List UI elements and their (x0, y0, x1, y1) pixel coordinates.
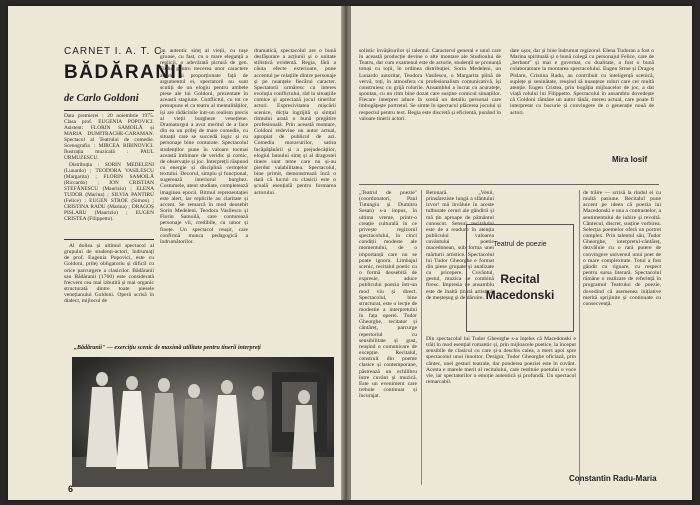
recital-title-box (466, 224, 574, 332)
book-gutter (341, 6, 351, 500)
intro-text (64, 243, 154, 338)
review-2-column-1-paragraph: „Teatrul de poezie" (coordonatori, Paul Tutungiu și Dumitru Sesan) s-a impus, în ultima vreme, printr-o creație culturală în ce privește regizorul spectacolului, în cinci condiții modeste ale momentului, de o importanță care nu se poate ignora. Limbajul scenic, recitalul poetic cu o formă deosebită de expresie, aduce publicului poezia într-un mod viu și direct. Spectacolul, bine structurat, este o lecție de modestie a interpretului în fața operei. Tudor Gheorghe, recitator și cântăreț, parcurge repertoriul cu sensibilitate și gust, reușind o comunicare de excepție. Recitalul, construit din poeme clasice și contemporane, păstrează un echilibru între cuvânt și muzică. Este un eveniment care trebuie continuat și încurajat. (359, 190, 417, 400)
review-2-column-2-paragraph: Betonară. „Venii, prinsăreziste lungă a sfântului izvor! mă învăluie în aceste tulburate ceruri ale gândirii și mă țin aproape de pământul cunoscut. Sensul recitalului este de a readuce în atenția publicului valoarea cuvântului poetic macedonean, sub forma unei mărturii artistice. Spectacolul lui Tudor Gheorghe e format din piese grupate și analizate cu pricepere. Cuvântul, gestul, muzica se combină firesc. Impresia de ansamblu este de înaltă ținută artistică, de meșteșug și de dăruire. (426, 190, 494, 301)
review-2-column-4-paragraph: de trăire — scrisă la rîndul ei cu multă pasiune. Recitalul pune accent pe ideea că poezia lui Macedonski e una a contrastelor, a sentimentului de iubire și revoltă. Cântecul, discret, susține vorbirea. Selecția poemelor oferă un portret complex. Prin talentul său, Tudor Gheorghe, interpretul-cântăreț, dezvăluie cu o rară putere de convingere universul unui poet de o mare complexitate. Totul a fost gândit cu rigoare, cu respect pentru sursa literară. Spectacolul rămâne o realizare de referință în programul Teatrului de poezie, dovedind că asemenea inițiative merită sprijinite și continuate cu consecvență. (583, 190, 661, 307)
title-rule (64, 110, 154, 111)
photo-caption: „Bădăranii" — exercițiu scenic de maximă utilitate pentru tinerii interpreți (74, 345, 261, 351)
box-title-line-1: Recital (500, 272, 540, 286)
signature-mira-iosif: Mira Iosif (612, 155, 648, 164)
intro-paragraph: Al doilea și ultimul spectacol al grupului de studenți-actori, îndrumați de prof. Eugenia Popovici, este cu Goldoni, prilej obligatoriu și dificil cu orice parcurgere a clasicilor. Bădăranii sau Bădăranii (1760) este considerată frecvent cea mai izbutită și mai organic structurată dintre toate piesele venețianului Goldoni. Operă scrisă în dialect, mijlocul de (64, 243, 154, 305)
page-number: 6 (68, 484, 74, 494)
stage-photo (72, 357, 334, 487)
credits-premiere: Data premierei : 20 noiembrie 1975. Clasa prof. EUGENIA POPOVICI. Asistent: FLORIN SAMOILĂ și MARIA DUMITRACHE-CARAMAN. Spectacol al Teatrului de comedie. Scenografia : MIRCEA RIBINOVICI. Ilustrația muzicală : PAUL URMUZESCU. (64, 113, 154, 161)
article-author: de Carlo Goldoni (64, 93, 139, 104)
column-divider (421, 190, 422, 485)
section-kicker: CARNET I. A. T. C. (64, 46, 167, 57)
left-page (8, 6, 341, 500)
column-3-paragraph: dramatică, spectacolul are o bună desfășurare a acțiunii și o unitate stilistică evidentă. Regia, fără a căuta efecte exterioare, pune accentul pe relațiile dintre personaje și pe nuanțele fiecărui caracter. Spectatorii urmăresc cu interes evoluția conflictului, râd la situațiile comice și apreciază jocul tinerilor actori. Expresivitatea mișcării scenice, dicția îngrijită și simțul ritmului arată o bună pregătire profesională. Prin această montare, Goldoni redevine un autor actual, apropiat de publicul de azi. Comedia moravurilor, satira încăpățânării și a prejudecăților, elogiul bunului simț și al dragostei tinere sunt teme care nu și-au pierdut valabilitatea. Spectacolul, bine primit, demonstrează încă o dată că lucrul cu clasicii este o școală esențială pentru formarea actorului. (254, 48, 336, 196)
review-2-under-box (426, 336, 576, 486)
section-rule (359, 184, 659, 185)
credits-block (64, 113, 154, 238)
column-divider-2 (579, 190, 580, 485)
stage-photo-graphic (72, 357, 334, 487)
box-title-line-2: Macedonski (485, 288, 555, 302)
signature-constantin-radu-maria: Constantin Radu-Maria (569, 474, 657, 483)
review-2-column-1 (359, 190, 417, 485)
box-title (467, 271, 573, 303)
box-kicker: Teatrul de poezie (493, 241, 547, 248)
column-3-text (254, 48, 336, 338)
article-title: BĂDĂRANII (64, 62, 185, 83)
review-2-column-2 (426, 190, 494, 301)
right-page (351, 6, 692, 500)
column-2-text (160, 48, 248, 338)
review-2-column-4 (583, 190, 661, 460)
credits-rule (64, 239, 154, 240)
credits-cast: Distribuția : SORIN MEDELENI (Lunardo) ; TEODORA VASILESCU (Margarita) ; FLORIN SAMOILĂ (Riccardo) ; ION CRISTIAN STEFĂNESCU (Maurizio) ; ELENA TUDOR (Marina) ; SILVIA PANTIRU (Felice) ; EUGEN STROE (Simon) ; CRISTINA RADU (Marina) ; DRAGOȘ PISLARU (Maurizio) ; EUGEN CRISTEA (Filippetto). (64, 162, 154, 223)
review-2-under-box-paragraph: Din spectacolul lui Tudor Gheorghe s-a înțeles că Macedonski e trăit în mod esențial romantic și, prin mijloacele poetice, la început sensibile de clasicul cu care și-a deschis calea, a mers apoi spre spectacolul unui înnoitor. Desigur, Tudor Gheorghe oficiază, prin cântec, unei gesturi teatrale, dar ponderea poeziei este în cuvânt. Acesta e marele merit al recitalului, care restituie poetului o voce vie, iar spectatorilor o emoție autentică și profundă. Un spectacol remarcabil. (426, 336, 576, 386)
review-1-column-1-paragraph: solistic învățăturilor și talentul. Caracterul general e unul care în această producție devine o alte montare ale Studioului de Teatru, dar cum examenul este de actorie, studenții se pronunță totuși cu toții, în ordinea distribuției. Sorin Medeleni, un Lunardo autoritar, Teodora Vasilescu, o Margarita plină de vervă, toți, în atmosfera cu profesionalism comunicativă, își construiesc cu grijă rolurile. Ansamblul a lucrat cu acuratețe, spontan, cu un ritm bine dozat care susține comicul situațiilor. Fiecare interpret aduce în scenă un detaliu personal care îmbogățește portretul. Se simte în spectacol plăcerea jocului și respectul pentru text. Regia este discretă și eficientă, punând în valoare tinerii actori. (359, 48, 501, 122)
column-2-paragraph: un autentic simț al vieții, cu tușe groase, cu fast, cu o mare eleganță a replicii, o adevărată pictură de gen. Fiului pentru trecerea unor caractere atente și proporționate față de argumentul ei, spectatorii nu sunt scutiți de un elogiu pentru ambele piese ale lui Goldoni, prezentate în această stagiune. Conflictul, cu tot ce presupune el ca teatru al mentalităților, își are rădăcinile într-un realism precis al vieții burgheze venețiene. Dramaturgul a avut meritul de a face din ea un prilej de mare comedie, cu situații care se succedă logic și cu personaje bine conturate. Spectacolul studenților pune în valoare tocmai această îmbinare de veridic și comic, de observație și joc. Interpreții răspund cu energie și disciplină cerințelor textului. Decorul, simplu și funcțional, sugerează interiorul burghez. Costumele, atent studiate, completează imaginea epocii. Ritmul reprezentației este alert, iar replicile au claritate și accent. Se remarcă în mod deosebit Sorin Medeleni, Teodora Vasilescu și Florin Samoilă, care conturează personaje vii, credibile, cu umor și finețe. Un spectacol reușit, care confirmă munca pedagogică a îndrumătorilor. (160, 48, 248, 245)
review-1-column-2-paragraph: date ușor, dar și bine îndrumat regizoral. Elena Tudoran a fost o Marina spirituală și o bună colegă cu personajul Felice, care de „berbant" și mai e guvernat, cu dualitate, a fost o bună colaboratoare la montarea spectacolului. Eugen Stroe și Dragoș Pislaru, Cristina Radu, au contribuit cu inteligență scenică, suplețe și seninătate, reușind să nuanțeze roluri care cer multă atenție. Eugen Cristea, prin bogăția mijloacelor de joc, a dat viață rolului lui Filippetto. Spectacolul în ansamblu dovedește că Goldoni rămâne un autor tânăr, mereu actual, care poate fi interpretat cu bucurie și convingere de o generație nouă de actori. (510, 48, 654, 116)
review-1-column-1 (359, 48, 501, 181)
review-1-column-2 (510, 48, 654, 158)
